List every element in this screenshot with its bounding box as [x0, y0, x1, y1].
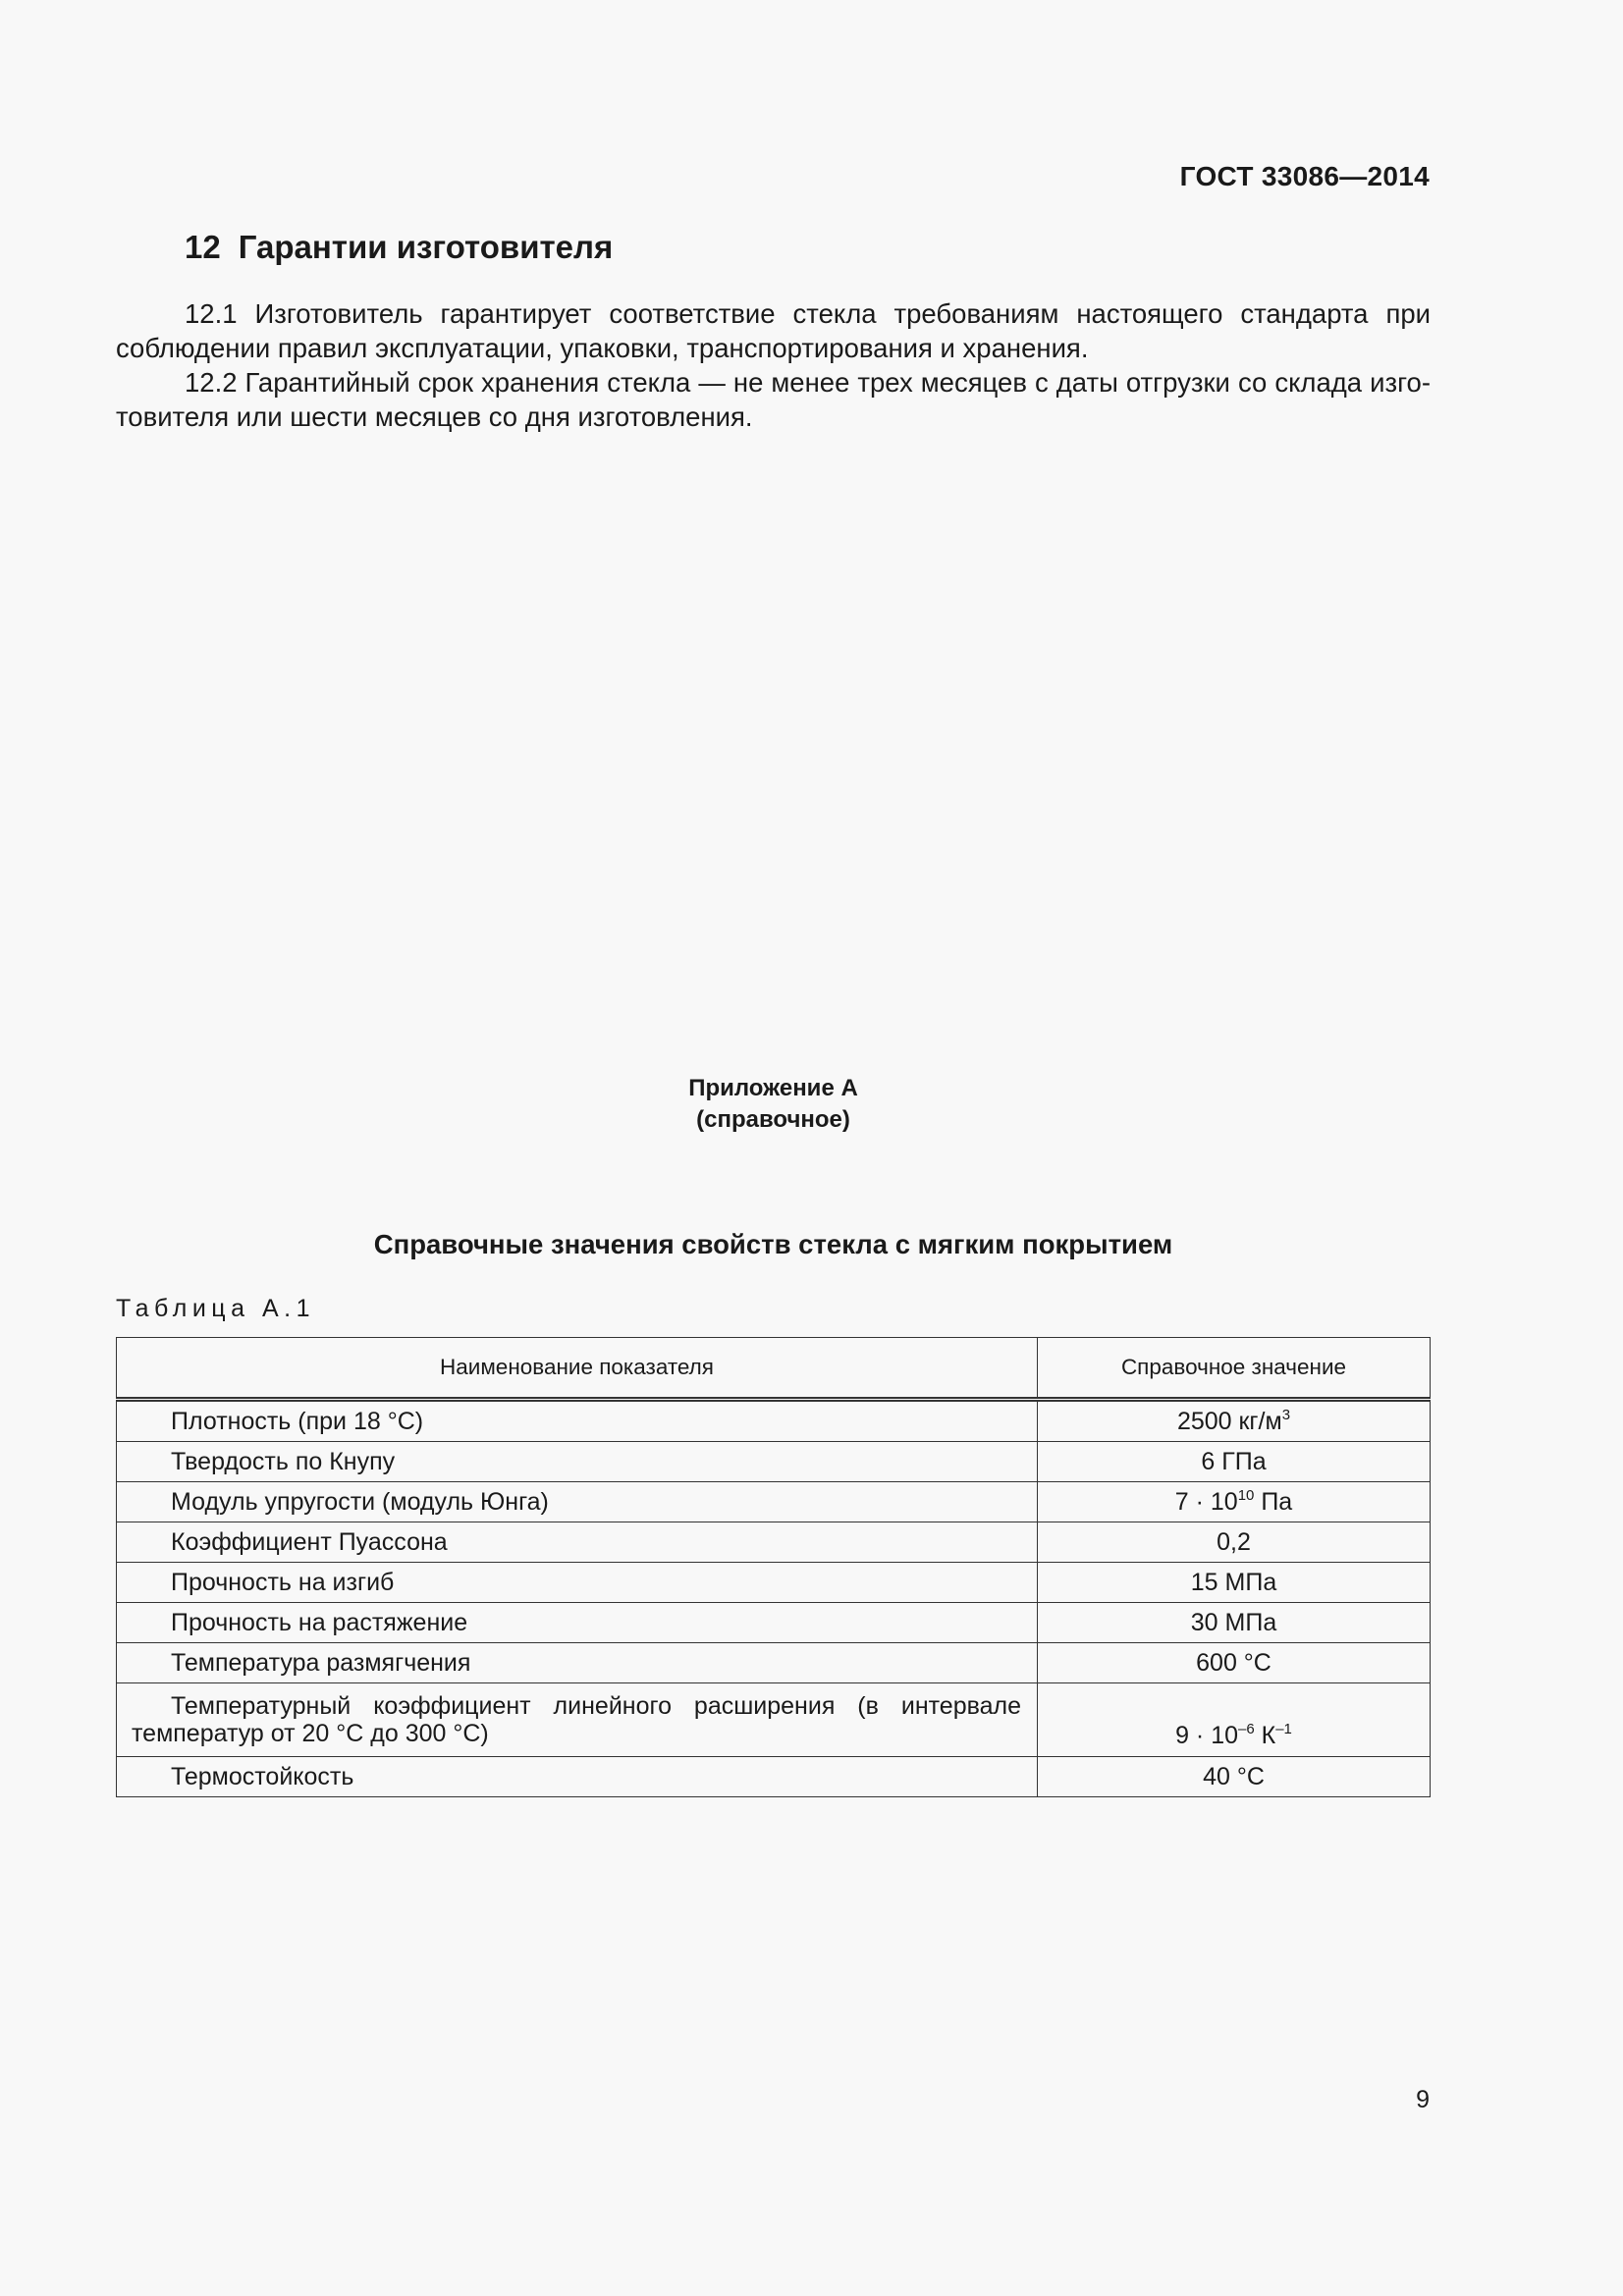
property-value: [1038, 1603, 1431, 1643]
property-value: [1038, 1757, 1431, 1797]
property-value: [1038, 1482, 1431, 1522]
value-main: 2500 кг/м: [1176, 1407, 1282, 1435]
property-value: [1038, 1643, 1431, 1683]
unit-exponent: –1: [1275, 1721, 1292, 1737]
table-body: [117, 1400, 1431, 1797]
property-name: Коэффициент Пуассона: [117, 1522, 1038, 1563]
value-main: 0,2: [1217, 1527, 1251, 1556]
annex-kind: (справочное): [696, 1106, 850, 1133]
property-name: Прочность на растяжение: [117, 1603, 1038, 1643]
property-name: Твердость по Кнупу: [117, 1442, 1038, 1482]
annex-heading: [0, 1073, 1546, 1136]
value-main: 600 °С: [1196, 1648, 1271, 1677]
document-code: ГОСТ 33086—2014: [1179, 161, 1430, 191]
property-name: Модуль упругости (модуль Юнга): [117, 1482, 1038, 1522]
section-body: [116, 296, 1431, 434]
table-row: [117, 1522, 1431, 1563]
section-title: [185, 229, 613, 266]
value-main: 15 МПа: [1190, 1568, 1277, 1596]
value-main: 6 ГПа: [1201, 1447, 1267, 1475]
property-name: Прочность на изгиб: [117, 1563, 1038, 1603]
table-row: [117, 1563, 1431, 1603]
table-row: [117, 1442, 1431, 1482]
value-unit: Па: [1254, 1487, 1293, 1516]
value-main: 9 · 10: [1175, 1722, 1239, 1749]
annex-label: Приложение А: [688, 1075, 858, 1101]
column-header-name: Наименование показателя: [117, 1338, 1038, 1400]
table-row: [117, 1757, 1431, 1797]
table-row: [117, 1482, 1431, 1522]
property-value: [1038, 1563, 1431, 1603]
property-value: [1038, 1400, 1431, 1442]
property-value: [1038, 1442, 1431, 1482]
value-exponent: 3: [1281, 1406, 1291, 1423]
table-row: [117, 1603, 1431, 1643]
table-row: [117, 1400, 1431, 1442]
table-row: [117, 1643, 1431, 1683]
property-name: Термостойкость: [117, 1757, 1038, 1797]
property-name: Плотность (при 18 °С): [117, 1400, 1038, 1442]
section-title-text: Гарантии изготовителя: [238, 229, 614, 265]
property-name: Температура размягчения: [117, 1643, 1038, 1683]
table-row: [117, 1683, 1431, 1757]
paragraph-12-1: 12.1 Изготовитель гарантирует соответствие стекла требованиям настоящего стандарта при соблюдении правил эксплуатации, упаковки, транспортирования и хранения.: [116, 298, 1431, 363]
column-header-value: Справочное значение: [1038, 1338, 1431, 1400]
value-main: 40 °С: [1203, 1762, 1265, 1790]
page-number: 9: [1416, 2086, 1430, 2113]
properties-table: [116, 1337, 1431, 1797]
property-value: [1038, 1522, 1431, 1563]
annex-title: Справочные значения свойств стекла с мягким покрытием: [373, 1229, 1173, 1259]
value-exponent: 10: [1237, 1486, 1255, 1504]
table-label: Таблица А.1: [116, 1295, 315, 1322]
table-header-row: [117, 1338, 1431, 1400]
value-main: 7 · 10: [1174, 1487, 1238, 1516]
value-main: 30 МПа: [1190, 1608, 1277, 1636]
value-exponent: –6: [1238, 1721, 1255, 1737]
value-unit: К: [1254, 1722, 1276, 1749]
section-number: 12: [185, 229, 221, 265]
property-name: Температурный коэффициент линейного расширения (в интервале температур от 20 °С до 300 °С): [117, 1683, 1038, 1757]
paragraph-12-2: 12.2 Гарантийный срок хранения стекла — не менее трех месяцев с даты отгрузки со склада изготовителя или шести месяцев со дня изготовления.: [116, 367, 1431, 432]
property-value: [1038, 1683, 1431, 1757]
